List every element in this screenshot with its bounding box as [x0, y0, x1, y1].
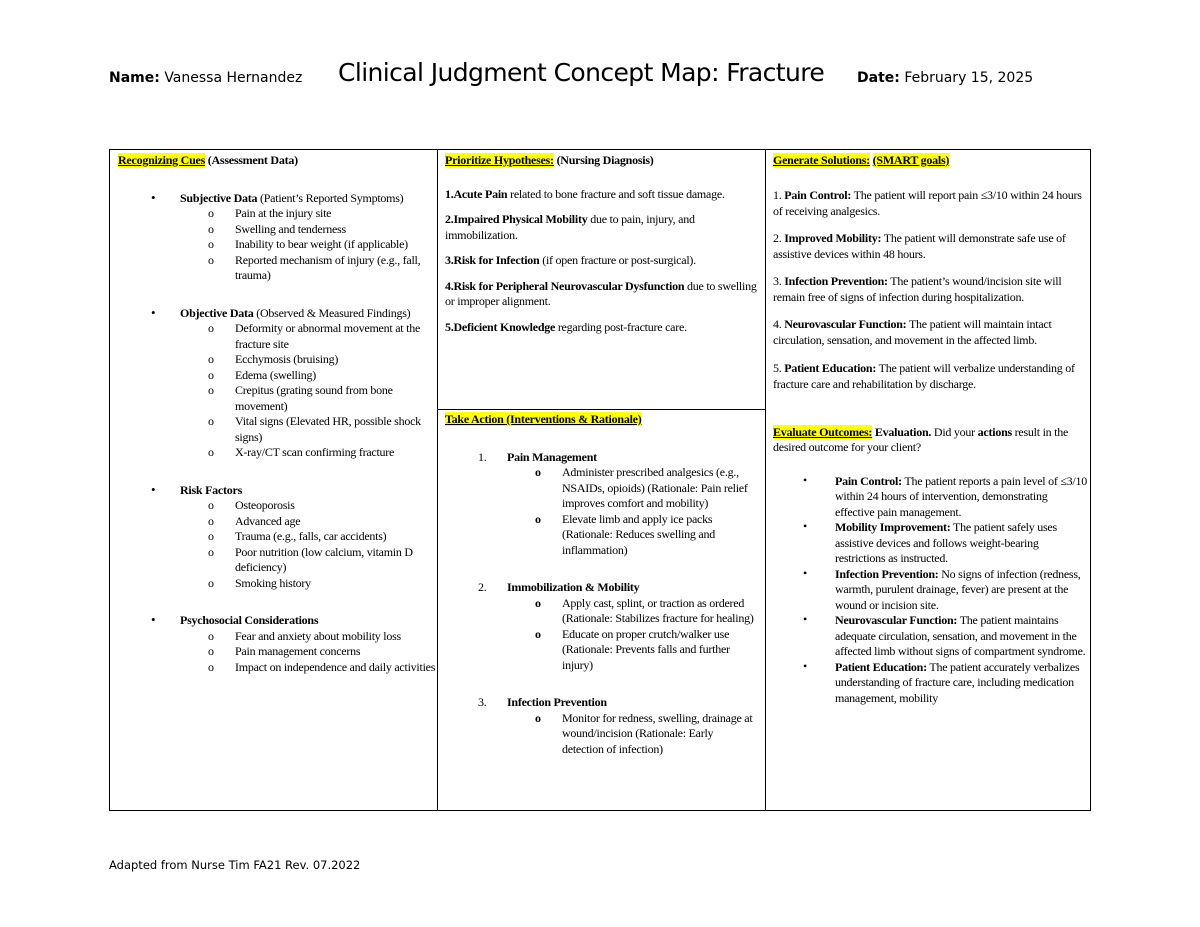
- assessment-section: • Psychosocial Considerations: [151, 612, 319, 627]
- list-item: o Apply cast, splint, or traction as ordered (Rationale: Stabilizes fracture for healing): [535, 595, 754, 625]
- list-item: o Osteoporosis: [208, 498, 295, 512]
- evaluation-item: • Infection Prevention: No signs of infection (redness, warmth, purulent drainage, fever) are present at the wound or incision site.: [803, 565, 1081, 612]
- assessment-section: • Risk Factors: [151, 481, 242, 497]
- evaluation-item: • Pain Control: The patient reports a pain level of ≤3/10 within 24 hours of intervention, demonstrating effective pain management.: [803, 472, 1088, 519]
- list-item: o Poor nutrition (low calcium, vitamin D deficiency): [208, 544, 413, 574]
- diagnosis-item: 1.Acute Pain related to bone fracture and soft tissue damage.: [445, 186, 725, 201]
- bullet-icon: •: [151, 189, 156, 205]
- bullet-icon: •: [803, 472, 807, 487]
- bullet-icon: •: [803, 612, 807, 626]
- smart-goal: 1. Pain Control: The patient will report pain ≤3/10 within 24 hours of receiving analgesics.: [773, 187, 1082, 218]
- date-field: Date: February 15, 2025: [857, 70, 1034, 86]
- smart-goal: 5. Patient Education: The patient will verbalize understanding of fracture care and rehabilitation by discharge.: [773, 360, 1075, 391]
- bullet-icon: •: [803, 565, 807, 580]
- generate-heading: Generate Solutions: (SMART goals): [773, 153, 950, 167]
- list-item: o Swelling and tenderness: [208, 221, 346, 236]
- recognizing-cues-cell: [118, 153, 436, 808]
- list-item: o Crepitus (grating sound from bone movement): [208, 383, 393, 413]
- evaluate-heading: Evaluate Outcomes: Evaluation. Did your actions result in the desired outcome for your client?: [773, 424, 1069, 454]
- footer-note: Adapted from Nurse Tim FA21 Rev. 07.2022: [109, 858, 361, 872]
- smart-goal: 2. Improved Mobility: The patient will demonstrate safe use of assistive devices within 48 hours.: [773, 230, 1066, 261]
- page-title: Clinical Judgment Concept Map: Fracture: [338, 58, 825, 87]
- diagnosis-item: 5.Deficient Knowledge regarding post-fracture care.: [445, 319, 687, 334]
- prioritize-heading: Prioritize Hypotheses: (Nursing Diagnosis): [445, 153, 654, 167]
- assessment-section: • Objective Data (Observed & Measured Findings): [151, 304, 411, 320]
- list-item: o Pain at the injury site: [208, 206, 332, 220]
- concept-map-table: [109, 149, 1091, 811]
- name-field: Name: Vanessa Hernandez: [109, 70, 303, 86]
- diagnosis-item: 3.Risk for Infection (if open fracture or post-surgical).: [445, 253, 696, 267]
- prioritize-hypotheses-cell: [445, 153, 757, 403]
- generate-solutions-cell: [773, 153, 1089, 810]
- bullet-icon: •: [803, 658, 807, 673]
- list-item: o Trauma (e.g., falls, car accidents): [208, 529, 387, 543]
- document-header: [109, 58, 1069, 94]
- intervention-group: 1. Pain Management: [478, 449, 597, 464]
- list-item: o Pain management concerns: [208, 644, 361, 658]
- list-item: o Elevate limb and apply ice packs (Rationale: Reduces swelling and inflammation): [535, 511, 715, 557]
- evaluation-item: • Mobility Improvement: The patient safely uses assistive devices and follows weight-bearing restrictions as instructed.: [803, 519, 1057, 565]
- take-action-cell: [445, 412, 757, 810]
- assessment-section: • Subjective Data (Patient’s Reported Symptoms): [151, 189, 404, 205]
- evaluation-item: • Patient Education: The patient accurately verbalizes understanding of fracture care, including medication management, mobility: [803, 658, 1080, 705]
- list-item: o Edema (swelling): [208, 367, 316, 382]
- intervention-group: 3. Infection Prevention: [478, 695, 607, 709]
- list-item: o Inability to bear weight (if applicable): [208, 237, 408, 251]
- take-action-heading: Take Action (Interventions & Rationale): [445, 412, 642, 426]
- smart-goal: 4. Neurovascular Function: The patient will maintain intact circulation, sensation, and movement in the affected limb.: [773, 316, 1052, 347]
- list-item: o Educate on proper crutch/walker use (Rationale: Prevents falls and further injury): [535, 626, 730, 672]
- evaluation-item: • Neurovascular Function: The patient maintains adequate circulation, sensation, and movement in the affected limb without signs of compartment syndrome.: [803, 612, 1086, 658]
- list-item: o Advanced age: [208, 513, 301, 528]
- list-item: o Fear and anxiety about mobility loss: [208, 628, 401, 643]
- bullet-icon: •: [151, 481, 156, 497]
- bullet-icon: •: [151, 304, 156, 320]
- list-item: o Deformity or abnormal movement at the fracture site: [208, 321, 421, 351]
- smart-goal: 3. Infection Prevention: The patient’s wound/incision site will remain free of signs of infection during hospitalization.: [773, 273, 1062, 304]
- list-item: o X-ray/CT scan confirming fracture: [208, 445, 395, 459]
- bullet-icon: •: [151, 612, 156, 627]
- list-item: o Impact on independence and daily activities: [208, 659, 436, 674]
- list-item: o Administer prescribed analgesics (e.g., NSAIDs, opioids) (Rationale: Pain relief improves comfort and mobility): [535, 465, 748, 510]
- list-item: o Smoking history: [208, 575, 311, 590]
- recognizing-heading: Recognizing Cues (Assessment Data): [118, 153, 298, 167]
- list-item: o Reported mechanism of injury (e.g., fall, trauma): [208, 252, 421, 282]
- list-item: o Vital signs (Elevated HR, possible shock signs): [208, 414, 421, 444]
- diagnosis-item: 2.Impaired Physical Mobility due to pain, injury, and immobilization.: [445, 212, 695, 242]
- bullet-icon: •: [803, 519, 807, 533]
- list-item: o Monitor for redness, swelling, drainage at wound/incision (Rationale: Early detection of infection): [535, 710, 753, 756]
- diagnosis-item: 4.Risk for Peripheral Neurovascular Dysfunction due to swelling or improper alignment.: [445, 278, 757, 308]
- intervention-group: 2. Immobilization & Mobility: [478, 580, 640, 594]
- list-item: o Ecchymosis (bruising): [208, 352, 339, 366]
